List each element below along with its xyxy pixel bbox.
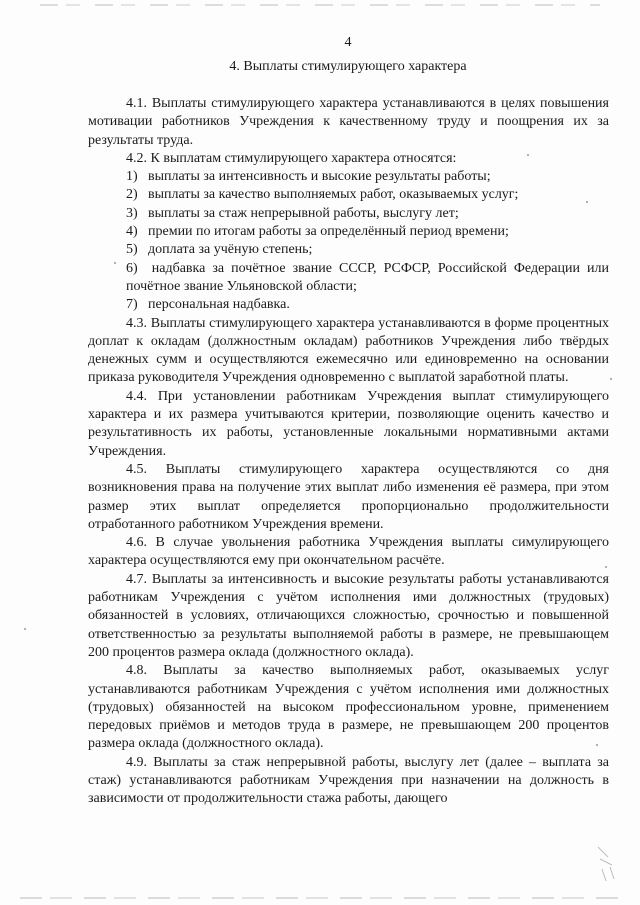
scan-speck bbox=[24, 628, 26, 630]
scan-speck bbox=[610, 378, 612, 380]
list-item bbox=[88, 223, 609, 241]
list-item-number: 3) bbox=[126, 205, 138, 221]
list-item-number: 1) bbox=[126, 169, 138, 185]
paragraph-4-7: 4.7. Выплаты за интенсивность и высокие результаты работы устанавливаются работникам Учреждения с учётом исполнения ими должностных (трудовых) обязанностей в условиях, отличающихся сложностью, срочностью и повышенной ответственностью за результаты выполняемой работы в размере, не превышающем 200 процентов размера оклада (должностного оклада). bbox=[88, 571, 609, 660]
list-item bbox=[88, 168, 609, 186]
list-item-text: персональная надбавка. bbox=[148, 297, 290, 313]
list-item-text: надбавка за почётное звание СССР, РСФСР, Российской Федерации или почётное звание Ульяновской области; bbox=[126, 260, 609, 294]
paragraph-4-4: 4.4. При установлении работникам Учреждения выплат стимулирующего характера и их размера учитываются критерии, позволяющие оценить качество и результативность их работы, установленные локальными нормативными актами Учреждения. bbox=[88, 388, 609, 459]
scan-edge-bottom bbox=[20, 897, 620, 899]
list-item-text: выплаты за стаж непрерывной работы, выслугу лет; bbox=[148, 205, 459, 221]
scan-speck bbox=[114, 262, 116, 264]
list-item bbox=[88, 186, 609, 204]
list-item-number: 4) bbox=[126, 224, 138, 240]
scan-speck bbox=[605, 566, 607, 568]
paragraph-4-9: 4.9. Выплаты за стаж непрерывной работы, выслугу лет (далее – выплата за стаж) устанавливаются работникам Учреждения при назначении на должность в зависимости от продолжительности стажа работы, дающего bbox=[88, 754, 609, 807]
scan-speck bbox=[527, 154, 529, 156]
scan-speck bbox=[596, 744, 598, 746]
list-item-number: 2) bbox=[126, 187, 138, 203]
list-item-number: 7) bbox=[126, 297, 138, 313]
list-item bbox=[88, 296, 609, 314]
list-item bbox=[88, 260, 609, 297]
paragraph-4-5: 4.5. Выплаты стимулирующего характера осуществляются со дня возникновения права на получение этих выплат либо изменения её размера, при этом размер этих выплат определяется пропорционально продолжительности отработанного работником Учреждения времени. bbox=[88, 461, 609, 532]
list-item-number: 6) bbox=[126, 260, 138, 276]
scan-artifact-icon bbox=[594, 845, 618, 883]
list-item-text: выплаты за интенсивность и высокие результаты работы; bbox=[148, 169, 491, 185]
list-item-number: 5) bbox=[126, 242, 138, 258]
list-item-text: выплаты за качество выполняемых работ, оказываемых услуг; bbox=[148, 187, 519, 203]
list-item bbox=[88, 205, 609, 223]
document-body bbox=[88, 95, 609, 809]
paragraph-4-2: 4.2. К выплатам стимулирующего характера относятся: bbox=[126, 150, 457, 166]
list-item-text: доплата за учёную степень; bbox=[148, 242, 313, 258]
page-number: 4 bbox=[344, 35, 352, 50]
paragraph-4-3: 4.3. Выплаты стимулирующего характера устанавливаются в форме процентных доплат к окладам (должностным окладам) работников Учреждения либо твёрдых денежных сумм и осуществляются ежемесячно или единовременно на основании приказа руководителя Учреждения одновременно с выплатой заработной платы. bbox=[88, 315, 609, 386]
list-item bbox=[88, 241, 609, 259]
scan-edge-top bbox=[40, 4, 600, 6]
list-item-text: премии по итогам работы за определённый период времени; bbox=[148, 224, 509, 240]
paragraph-4-1: 4.1. Выплаты стимулирующего характера устанавливаются в целях повышения мотивации работников Учреждения к качественному труду и поощрения их за результаты труда. bbox=[88, 96, 609, 148]
paragraph-4-6: 4.6. В случае увольнения работника Учреждения выплаты симулирующего характера осуществляются ему при окончательном расчёте. bbox=[88, 535, 609, 569]
paragraph-4-8: 4.8. Выплаты за качество выполняемых работ, оказываемых услуг устанавливаются работникам Учреждения с учётом исполнения ими должностных (трудовых) обязанностей на высоком профессиональном уровне, применением передовых приёмов и методов труда в размере, не превышающем 200 процентов размера оклада (должностного оклада). bbox=[88, 663, 609, 752]
section-title: 4. Выплаты стимулирующего характера bbox=[229, 59, 467, 74]
scan-speck bbox=[586, 201, 588, 203]
